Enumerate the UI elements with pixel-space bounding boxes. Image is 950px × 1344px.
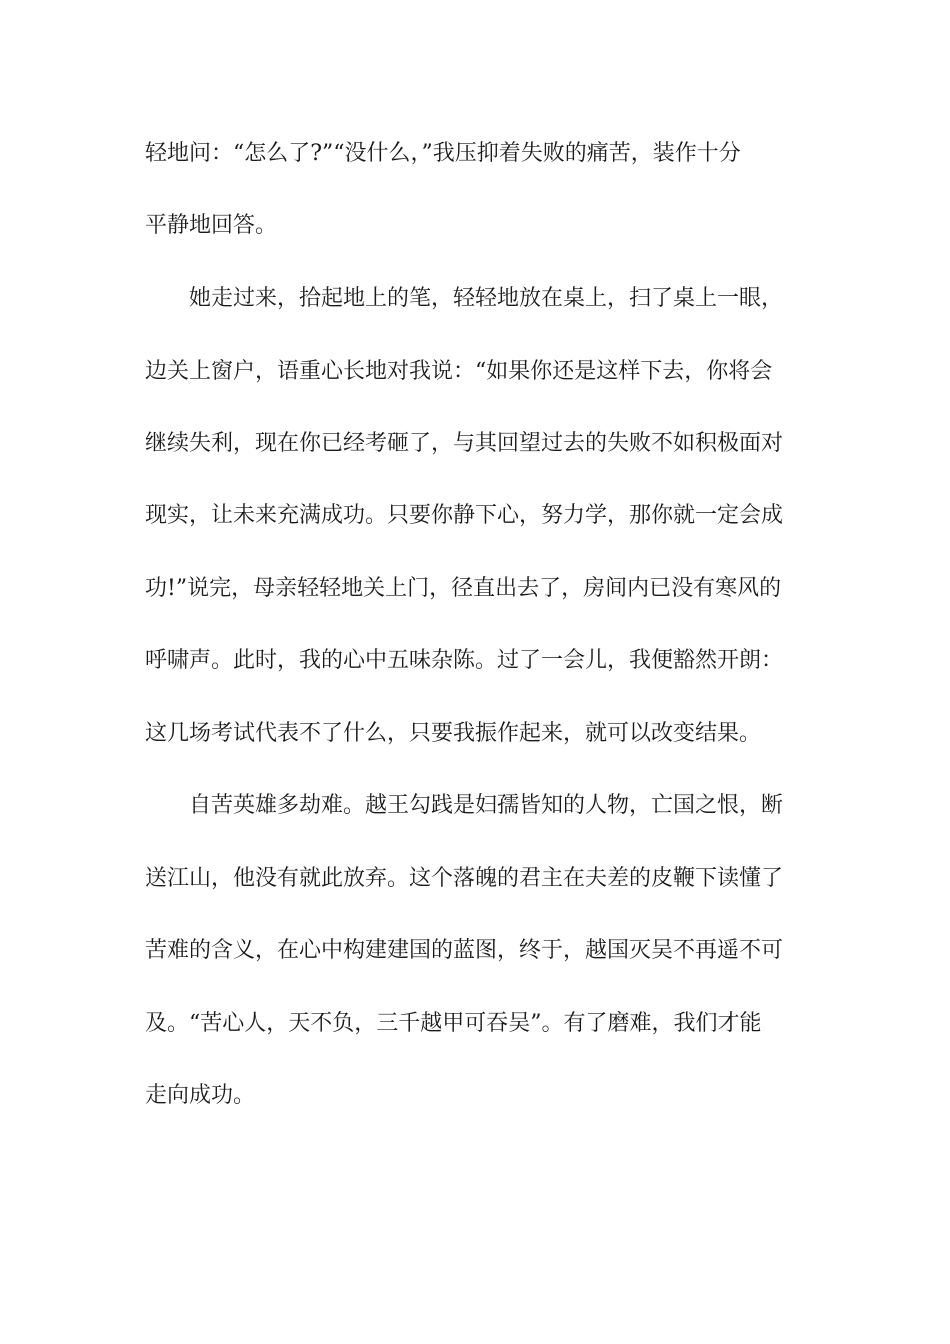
text-line: 走向成功。: [145, 1083, 256, 1108]
text-line: 呼啸声。此时，我的心中五味杂陈。过了一会儿，我便豁然开朗：: [145, 648, 784, 673]
paragraph-first-line: 自苦英雄多劫难。越王勾践是妇孺皆知的人物，亡国之恨，断: [189, 793, 784, 818]
text-line: 功!”说完，母亲轻轻地关上门，径直出去了，房间内已没有寒风的: [145, 576, 782, 601]
text-line: 现实，让未来充满成功。只要你静下心，努力学，那你就一定会成: [145, 503, 784, 528]
text-line: 及。“苦心人，天不负，三千越甲可吞吴”。有了磨难，我们才能: [145, 1011, 762, 1036]
text-line: 这几场考试代表不了什么，只要我振作起来，就可以改变结果。: [145, 721, 762, 746]
text-line: 平静地回答。: [145, 213, 278, 238]
text-line: 边关上窗户，语重心长地对我说：“如果你还是这样下去，你将会: [145, 359, 773, 384]
paragraph-first-line: 她走过来，拾起地上的笔，轻轻地放在桌上，扫了桌上一眼，: [189, 286, 784, 311]
text-line: 继续失利，现在你已经考砸了，与其回望过去的失败不如积极面对: [145, 431, 784, 456]
text-line: 送江山，他没有就此放弃。这个落魄的君主在夫差的皮鞭下读懂了: [145, 866, 784, 891]
text-line: 苦难的含义，在心中构建建国的蓝图，终于，越国灭吴不再遥不可: [145, 938, 784, 963]
text-line: 轻地问：“怎么了?”“没什么，”我压抑着失败的痛苦，装作十分: [145, 141, 741, 166]
